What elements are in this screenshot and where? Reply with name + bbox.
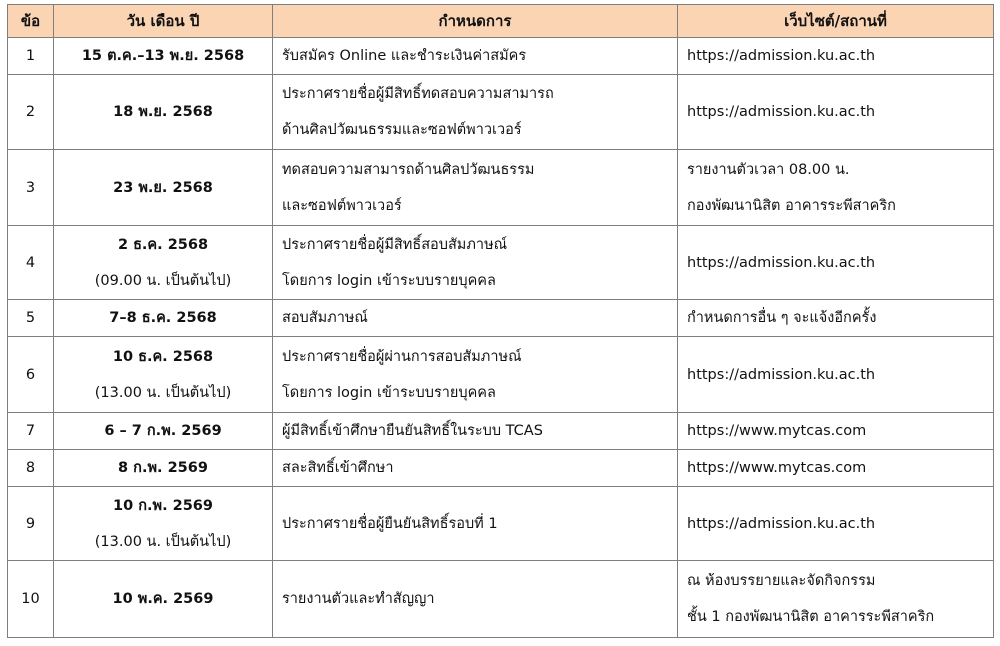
date-main: 23 พ.ย. 2568 bbox=[113, 179, 213, 196]
site-line: https://www.mytcas.com bbox=[687, 460, 867, 476]
site-line: กองพัฒนานิสิต อาคารระพีสาคริก bbox=[687, 197, 896, 214]
row-number: 3 bbox=[8, 150, 54, 226]
row-task bbox=[273, 450, 678, 487]
row-site bbox=[678, 150, 994, 226]
table-row bbox=[8, 226, 994, 300]
date-time-note: (09.00 น. เป็นต้นไป) bbox=[94, 272, 232, 289]
site-line: กำหนดการอื่น ๆ จะแจ้งอีกครั้ง bbox=[687, 310, 877, 326]
row-site bbox=[678, 561, 994, 638]
row-task bbox=[273, 561, 678, 638]
header-task: กำหนดการ bbox=[273, 5, 678, 38]
row-task bbox=[273, 337, 678, 413]
row-number: 2 bbox=[8, 75, 54, 150]
header-no: ข้อ bbox=[8, 5, 54, 38]
row-date bbox=[54, 150, 273, 226]
site-line: https://www.mytcas.com bbox=[687, 423, 867, 439]
row-site bbox=[678, 226, 994, 300]
row-date bbox=[54, 413, 273, 450]
task-line: ผู้มีสิทธิ์เข้าศึกษายืนยันสิทธิ์ในระบบ TCAS bbox=[282, 423, 543, 439]
table-row bbox=[8, 75, 994, 150]
site-line: https://admission.ku.ac.th bbox=[687, 48, 876, 64]
row-site bbox=[678, 75, 994, 150]
site-line: ณ ห้องบรรยายและจัดกิจกรรม bbox=[687, 573, 876, 589]
row-site bbox=[678, 300, 994, 337]
site-line: https://admission.ku.ac.th bbox=[687, 104, 876, 120]
table-row bbox=[8, 561, 994, 638]
task-line: ประกาศรายชื่อผู้ยืนยันสิทธิ์รอบที่ 1 bbox=[282, 515, 498, 532]
row-site bbox=[678, 38, 994, 75]
row-site bbox=[678, 487, 994, 561]
row-date bbox=[54, 226, 273, 300]
header-site: เว็บไซต์/สถานที่ bbox=[678, 5, 994, 38]
date-main: 15 ต.ค.–13 พ.ย. 2568 bbox=[81, 48, 245, 64]
row-task bbox=[273, 487, 678, 561]
row-site bbox=[678, 450, 994, 487]
date-main: 10 ก.พ. 2569 bbox=[113, 497, 213, 514]
table-row bbox=[8, 413, 994, 450]
site-line: https://admission.ku.ac.th bbox=[687, 254, 876, 271]
row-date bbox=[54, 487, 273, 561]
table-row bbox=[8, 38, 994, 75]
table-row bbox=[8, 337, 994, 413]
schedule-table bbox=[7, 4, 994, 638]
table-row bbox=[8, 150, 994, 226]
row-number: 5 bbox=[8, 300, 54, 337]
row-number: 7 bbox=[8, 413, 54, 450]
row-task bbox=[273, 300, 678, 337]
row-site bbox=[678, 337, 994, 413]
date-main: 18 พ.ย. 2568 bbox=[113, 104, 213, 120]
row-site bbox=[678, 413, 994, 450]
row-date bbox=[54, 337, 273, 413]
row-task bbox=[273, 38, 678, 75]
date-main: 8 ก.พ. 2569 bbox=[118, 460, 208, 476]
row-number: 9 bbox=[8, 487, 54, 561]
table-row bbox=[8, 300, 994, 337]
site-line: https://admission.ku.ac.th bbox=[687, 366, 876, 383]
row-date bbox=[54, 75, 273, 150]
task-line: ประกาศรายชื่อผู้มีสิทธิ์ทดสอบความสามารถ bbox=[282, 86, 554, 102]
date-time-note: (13.00 น. เป็นต้นไป) bbox=[94, 533, 232, 550]
date-time-note: (13.00 น. เป็นต้นไป) bbox=[94, 384, 232, 401]
task-line: และซอฟต์พาวเวอร์ bbox=[282, 197, 402, 214]
row-number: 8 bbox=[8, 450, 54, 487]
task-line: รายงานตัวและทำสัญญา bbox=[282, 591, 435, 607]
task-line: ด้านศิลปวัฒนธรรมและซอฟต์พาวเวอร์ bbox=[282, 122, 522, 138]
site-line: ชั้น 1 กองพัฒนานิสิต อาคารระพีสาคริก bbox=[687, 609, 935, 625]
header-date: วัน เดือน ปี bbox=[54, 5, 273, 38]
task-line: ประกาศรายชื่อผู้มีสิทธิ์สอบสัมภาษณ์ bbox=[282, 236, 508, 253]
task-line: ประกาศรายชื่อผู้ผ่านการสอบสัมภาษณ์ bbox=[282, 348, 522, 365]
row-number: 4 bbox=[8, 226, 54, 300]
date-main: 10 พ.ค. 2569 bbox=[112, 591, 214, 607]
task-line: รับสมัคร Online และชำระเงินค่าสมัคร bbox=[282, 48, 527, 64]
task-line: ทดสอบความสามารถด้านศิลปวัฒนธรรม bbox=[282, 161, 535, 178]
date-main: 2 ธ.ค. 2568 bbox=[117, 236, 209, 253]
table-row bbox=[8, 487, 994, 561]
table-row bbox=[8, 450, 994, 487]
table-header-row bbox=[8, 5, 994, 38]
row-date bbox=[54, 38, 273, 75]
task-line: โดยการ login เข้าระบบรายบุคคล bbox=[282, 272, 496, 289]
row-task bbox=[273, 226, 678, 300]
row-number: 1 bbox=[8, 38, 54, 75]
site-line: https://admission.ku.ac.th bbox=[687, 515, 876, 532]
date-main: 7–8 ธ.ค. 2568 bbox=[109, 310, 217, 326]
row-date bbox=[54, 561, 273, 638]
date-main: 10 ธ.ค. 2568 bbox=[112, 348, 214, 365]
site-line: รายงานตัวเวลา 08.00 น. bbox=[687, 161, 850, 178]
task-line: โดยการ login เข้าระบบรายบุคคล bbox=[282, 384, 496, 401]
task-line: สอบสัมภาษณ์ bbox=[282, 310, 368, 326]
task-line: สละสิทธิ์เข้าศึกษา bbox=[282, 460, 394, 476]
row-number: 10 bbox=[8, 561, 54, 638]
row-task bbox=[273, 413, 678, 450]
row-number: 6 bbox=[8, 337, 54, 413]
row-task bbox=[273, 150, 678, 226]
row-date bbox=[54, 450, 273, 487]
row-date bbox=[54, 300, 273, 337]
date-main: 6 – 7 ก.พ. 2569 bbox=[104, 423, 222, 439]
row-task bbox=[273, 75, 678, 150]
